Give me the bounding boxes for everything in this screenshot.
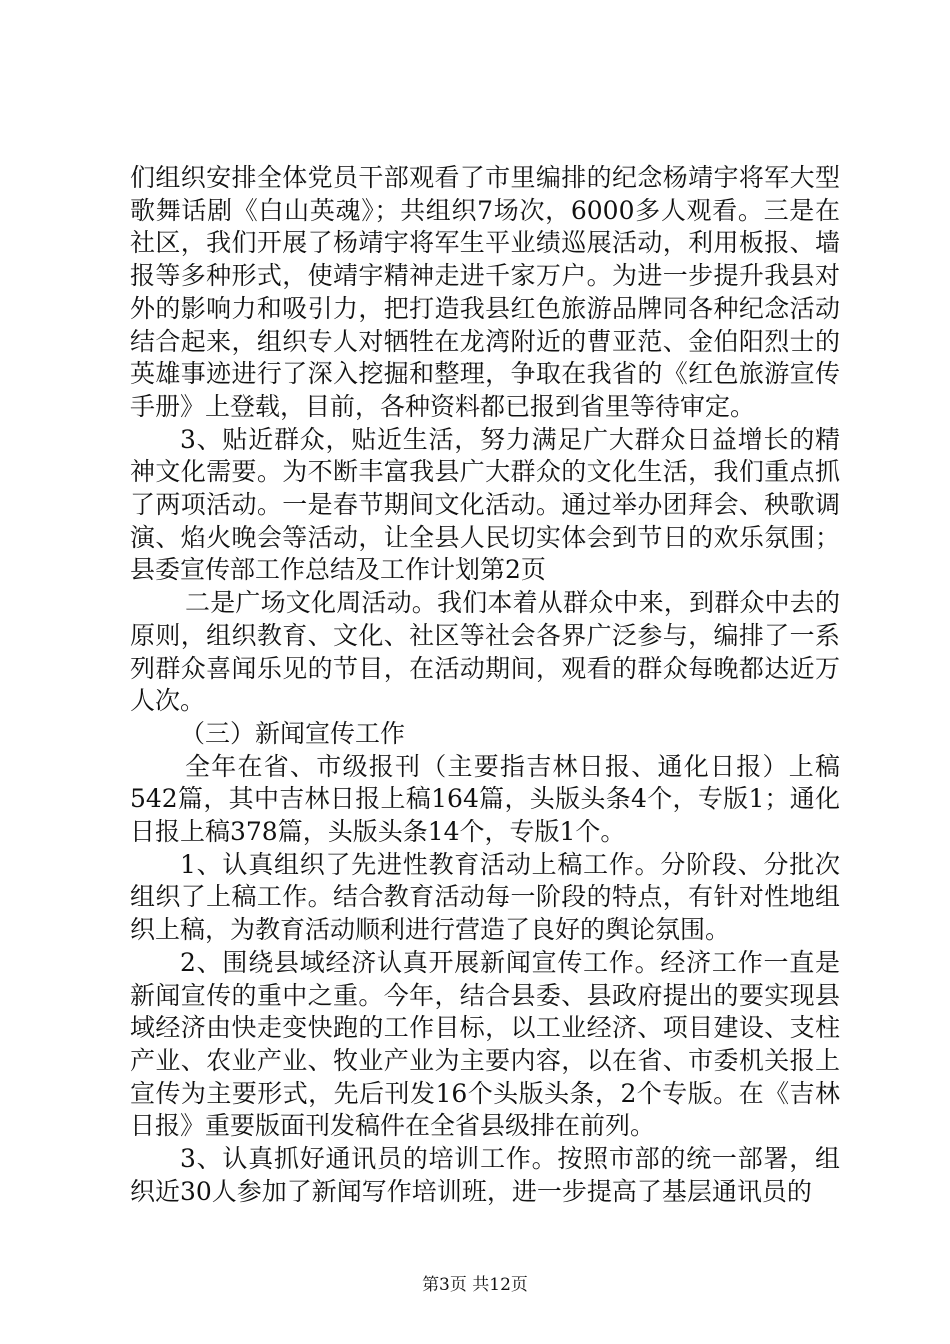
paragraph-culture-needs: 3、贴近群众，贴近生活，努力满足广大群众日益增长的精神文化需要。为不断丰富我县广大群众的文化生活，我们重点抓了两项活动。一是春节期间文化活动。通过举办团拜会、秧歌调演、焰火晚会等活动，让全县人民切实体会到节日的欢乐氛围；县委宣传部工作总结及工作计划第2页 (130, 424, 840, 585)
paragraph-county-economy: 2、围绕县域经济认真开展新闻宣传工作。经济工作一直是新闻宣传的重中之重。今年，结合县委、县政府提出的要实现县域经济由快走变快跑的工作目标，以工业经济、项目建设、支柱产业、农业产业、牧业产业为主要内容，以在省、市委机关报上宣传为主要形式，先后刊发16个头版头条，2个专版。在《吉林日报》重要版面刊发稿件在全省县级排在前列。 (130, 947, 840, 1141)
paragraph-continuation: 们组织安排全体党员干部观看了市里编排的纪念杨靖宇将军大型歌舞话剧《白山英魂》；共组织7场次，6000多人观看。三是在社区，我们开展了杨靖宇将军生平业绩巡展活动，利用板报、墙报等多种形式，使靖宇精神走进千家万户。为进一步提升我县对外的影响力和吸引力，把打造我县红色旅游品牌同各种纪念活动结合起来，组织专人对牺牲在龙湾附近的曹亚范、金伯阳烈士的英雄事迹进行了深入挖掘和整理，争取在我省的《红色旅游宣传手册》上登载，目前，各种资料都已报到省里等待审定。 (130, 163, 840, 421)
paragraph-news-summary: 全年在省、市级报刊（主要指吉林日报、通化日报）上稿542篇，其中吉林日报上稿164篇，头版头条4个，专版1；通化日报上稿378篇，头版头条14个，专版1个。 (130, 751, 840, 847)
paragraph-square-culture-week: 二是广场文化周活动。我们本着从群众中来，到群众中去的原则，组织教育、文化、社区等社会各界广泛参与，编排了一系列群众喜闻乐见的节目，在活动期间，观看的群众每晚都达近万人次。 (130, 588, 840, 716)
page-footer: 第3页 共12页 (422, 1275, 528, 1295)
paragraph-education-activity: 1、认真组织了先进性教育活动上稿工作。分阶段、分批次组织了上稿工作。结合教育活动每一阶段的特点，有针对性地组织上稿，为教育活动顺利进行营造了良好的舆论氛围。 (130, 849, 840, 945)
document-body (130, 162, 840, 1209)
section-heading-news: （三）新闻宣传工作 (180, 718, 406, 748)
paragraph-correspondent-training: 3、认真抓好通讯员的培训工作。按照市部的统一部署，组织近30人参加了新闻写作培训班，进一步提高了基层通讯员的 (130, 1144, 840, 1206)
